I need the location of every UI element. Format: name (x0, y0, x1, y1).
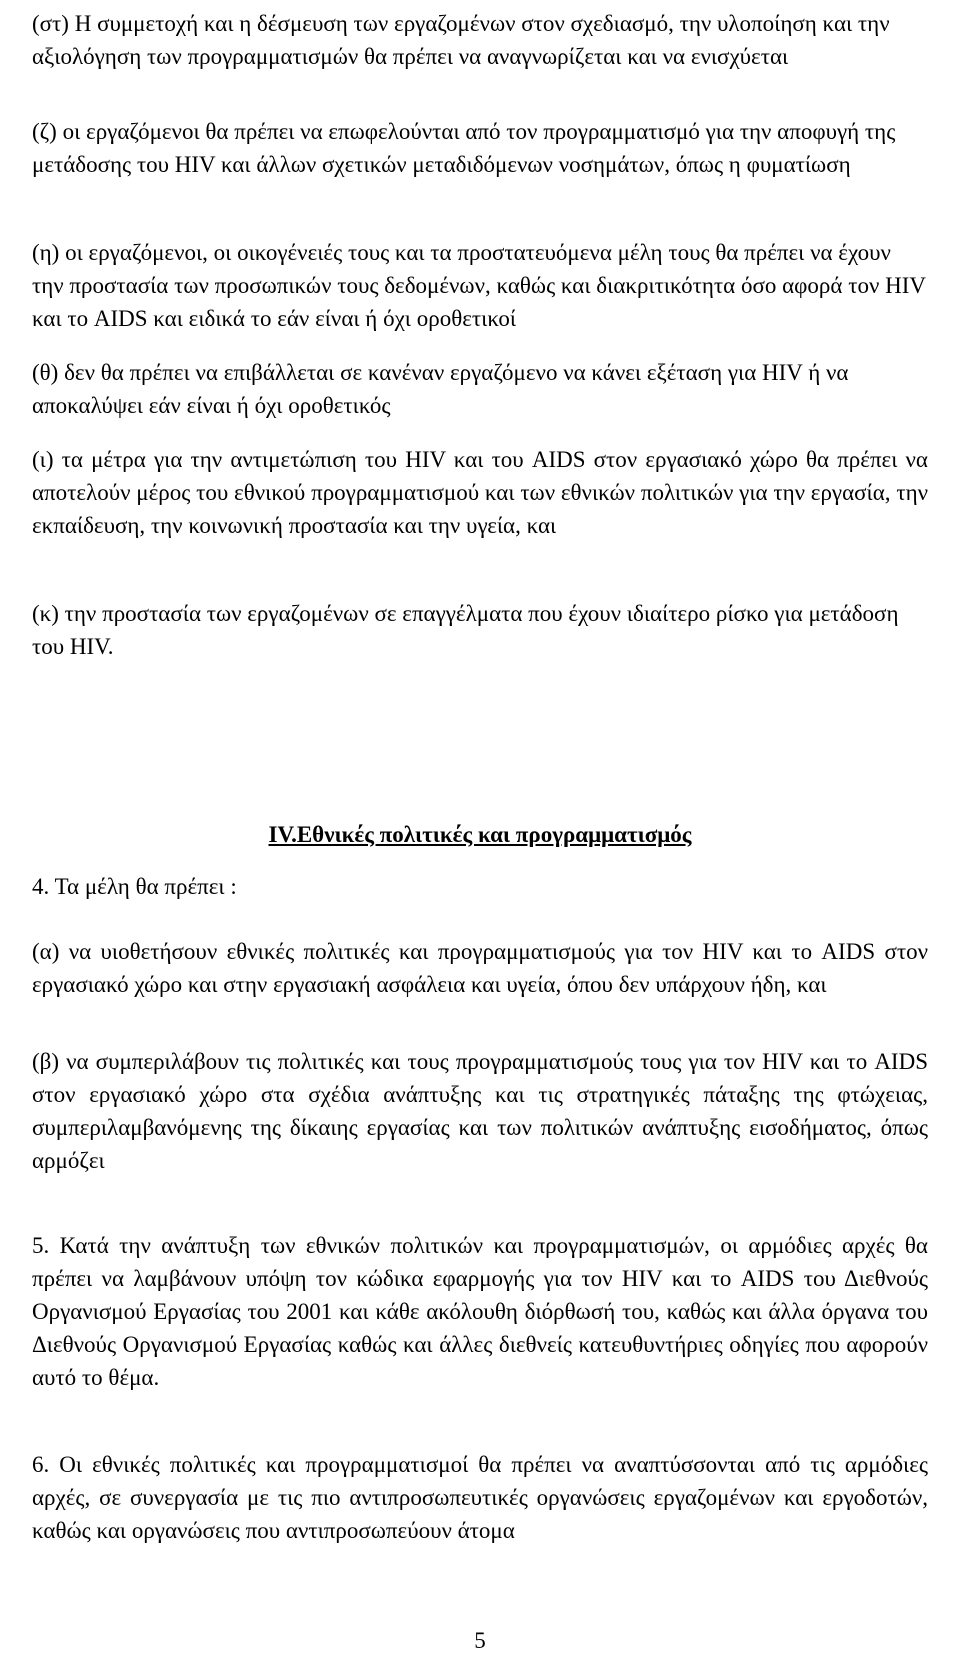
paragraph-k: (κ) την προστασία των εργαζομένων σε επαγγέλματα που έχουν ιδιαίτερο ρίσκο για μετάδοση του HIV. (32, 601, 899, 659)
paragraph-i: (η) οι εργαζόμενοι, οι οικογένειές τους και τα προστατευόμενα μέλη τους θα πρέπει να έχουν την προστασία των προσωπικών τους δεδομένων, καθώς και διακριτικότητα όσο αφορά τον HIV και το AIDS και ειδικά το εάν είναι ή όχι οροθετικοί (32, 240, 926, 331)
paragraph-6: 6. Οι εθνικές πολιτικές και προγραμματισμοί θα πρέπει να αναπτύσσονται από τις αρμόδιες αρχές, σε συνεργασία με τις πιο αντιπροσωπευτικές οργανώσεις εργαζομένων και εργοδοτών, καθώς και οργανώσεις που αντιπροσωπεύουν άτομα (32, 1452, 928, 1543)
paragraph-5: 5. Κατά την ανάπτυξη των εθνικών πολιτικών και προγραμματισμών, οι αρμόδιες αρχές θα πρέπει να λαμβάνουν υπόψη τον κώδικα εφαρμογής για τον HIV και το AIDS του Διεθνούς Οργανισμού Εργασίας του 2001 και κάθε ακόλουθη διόρθωσή του, καθώς και άλλα όργανα του Διεθνούς Οργανισμού Εργασίας καθώς και άλλες διεθνείς κατευθυντήριες οδηγίες που αφορούν αυτό το θέμα. (32, 1233, 928, 1390)
paragraph-4a: (α) να υιοθετήσουν εθνικές πολιτικές και προγραμματισμούς για τον HIV και το AIDS στον εργασιακό χώρο και στην εργασιακή ασφάλεια και υγεία, όπου δεν υπάρχουν ήδη, και (32, 939, 928, 997)
paragraph-4b: (β) να συμπεριλάβουν τις πολιτικές και τους προγραμματισμούς τους για τον HIV και το AIDS στον εργασιακό χώρο στα σχέδια ανάπτυξης και τις στρατηγικές πάταξης της φτώχειας, συμπεριλαμβανόμενης της δίκαιης εργασίας και των πολιτικών ανάπτυξης εισοδήματος, όπως αρμόζει (32, 1049, 928, 1173)
page-number: 5 (474, 1628, 486, 1653)
paragraph-st: (στ) Η συμμετοχή και η δέσμευση των εργαζομένων στον σχεδιασμό, την υλοποίηση και την αξιολόγηση των προγραμματισμών θα πρέπει να αναγνωρίζεται και να ενισχύεται (32, 11, 890, 69)
paragraph-4-intro: 4. Τα μέλη θα πρέπει : (32, 874, 237, 899)
paragraph-iota: (ι) τα μέτρα για την αντιμετώπιση του HIV και του AIDS στον εργασιακό χώρο θα πρέπει να αποτελούν μέρος του εθνικού προγραμματισμού και των εθνικών πολιτικών για την εργασία, την εκπαίδευση, την κοινωνική προστασία και την υγεία, και (32, 447, 928, 538)
section-heading: IV.Εθνικές πολιτικές και προγραμματισμός (268, 822, 692, 847)
paragraph-th: (θ) δεν θα πρέπει να επιβάλλεται σε κανέναν εργαζόμενο να κάνει εξέταση για HIV ή να αποκαλύψει εάν είναι ή όχι οροθετικός (32, 360, 849, 418)
paragraph-z: (ζ) οι εργαζόμενοι θα πρέπει να επωφελούνται από τον προγραμματισμό για την αποφυγή της μετάδοσης του HIV και άλλων σχετικών μεταδιδόμενων νοσημάτων, όπως η φυματίωση (32, 119, 896, 177)
